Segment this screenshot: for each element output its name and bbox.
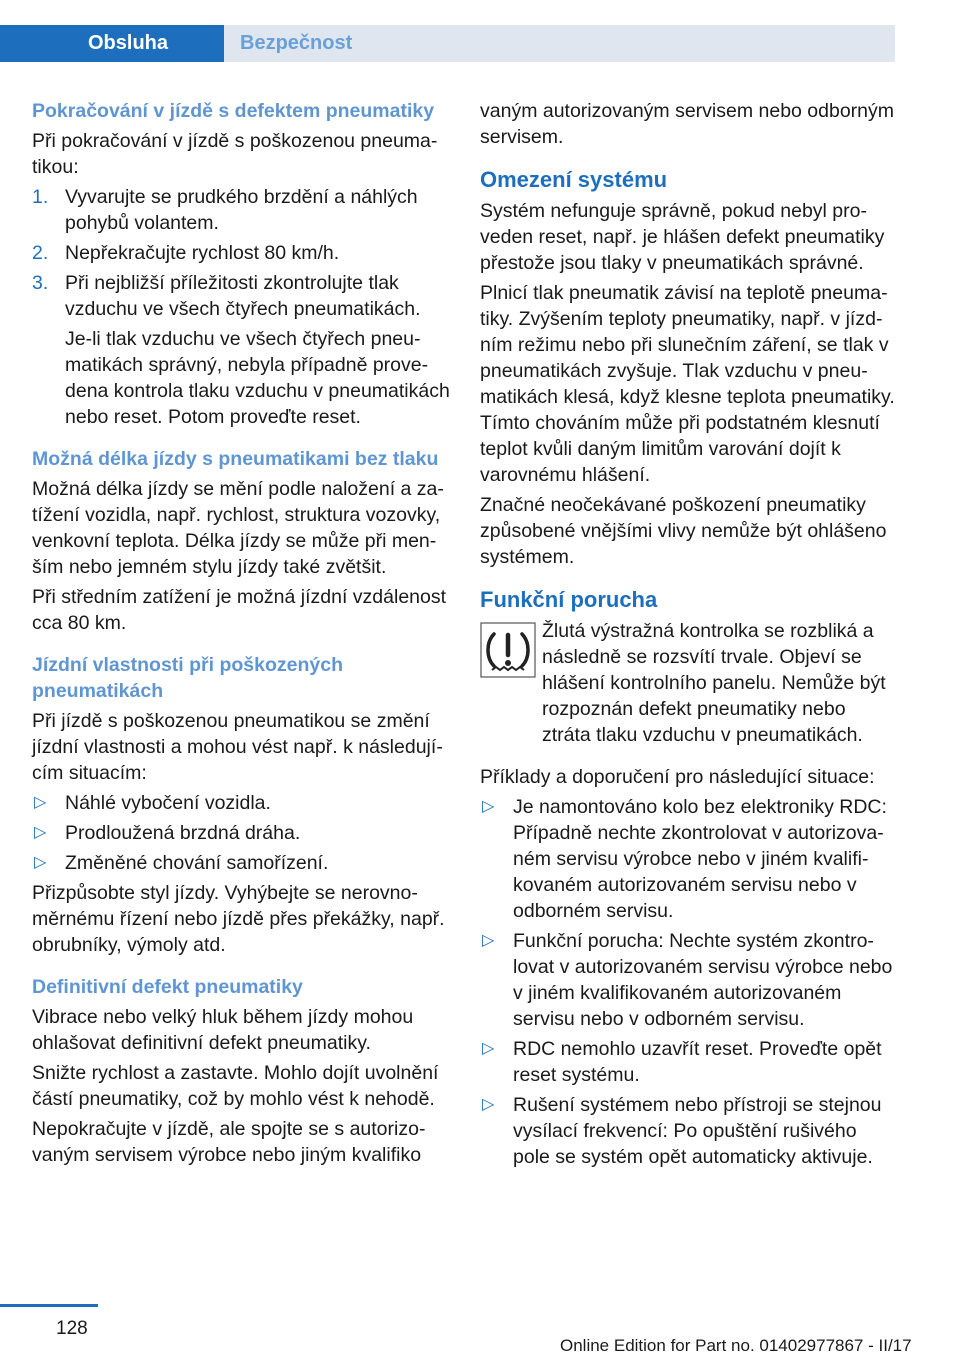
warning-text: Žlutá výstražná kontrolka se rozbliká a následně se rozsvítí trvale. Objeví se hlášení kontrolního panelu. Nemůže být rozpoznán defekt pneumatiky nebo ztráta tlaku vzduchu v pneumatikách.: [542, 620, 886, 746]
section-heading-flat-tire-range: Možná délka jízdy s pneumatikami bez tlaku: [32, 448, 439, 470]
bullet-item-text: Prodloužená brzdná dráha.: [65, 822, 301, 844]
bullet-item: [32, 820, 452, 846]
bullet-item: [480, 1036, 898, 1088]
tire-pressure-warning-icon: [480, 622, 536, 678]
bullet-item-text: Změněné chování samořízení.: [65, 852, 329, 874]
bullet-item: [480, 928, 898, 1032]
section-heading-definitive-defect: Definitivní defekt pneumatiky: [32, 976, 303, 998]
footer-rule: [0, 1304, 98, 1307]
warning-block: [480, 618, 898, 748]
bullet-item: [32, 850, 452, 876]
list-item-text: Při nejbližší příležitosti zkontrolujte tlak vzduchu ve všech čtyřech pneumatikách.: [65, 272, 421, 320]
section-heading-continue-driving: Pokračování v jízdě s defektem pneumatiky: [32, 100, 435, 122]
paragraph: Snižte rychlost a zastavte. Mohlo dojít uvolnění částí pneumatiky, což by mohlo vést k nehodě.: [32, 1062, 439, 1110]
triangle-right-icon: ▷: [482, 932, 495, 949]
paragraph: Přizpůsobte styl jízdy. Vyhýbejte se nerovnoměrnému řízení nebo jízdě přes překážky, např. obrubníky, výmoly atd.: [32, 882, 445, 956]
paragraph: Možná délka jízdy se mění podle naložení a zatížení vozidla, např. rychlost, struktura vozovky, venkovní teplota. Délka jízdy se může při menším nebo jemném stylu jízdy také zvětšit.: [32, 478, 444, 578]
list-item: [32, 184, 452, 236]
list-item: [32, 240, 452, 266]
list-number: 2.: [32, 242, 49, 264]
bullet-item-text: Rušení systémem nebo přístroji se stejnou vysílací frekvencí: Po opuštění rušivého pole se systém opět automaticky aktivuje.: [513, 1094, 882, 1168]
triangle-right-icon: ▷: [34, 794, 47, 811]
bullet-item-text: Funkční porucha: Nechte systém zkontrolovat v autorizovaném servisu výrobce nebo v jiném kvalifikovaném autorizovaném servisu nebo v odborném servisu.: [513, 930, 893, 1030]
tab-obsluha[interactable]: Obsluha: [32, 25, 224, 62]
paragraph: Nepokračujte v jízdě, ale spojte se s autorizovaným servisem výrobce nebo jiným kvalifiko: [32, 1118, 426, 1166]
bullet-item-text: Náhlé vybočení vozidla.: [65, 792, 271, 814]
paragraph: Značné neočekávané poškození pneumatiky způsobené vnějšími vlivy nemůže být ohlášeno systémem.: [480, 494, 887, 568]
bullet-item-text: Je namontováno kolo bez elektroniky RDC: Případně nechte zkontrolovat v autorizovaném servisu výrobce nebo v jiném kvalifikovaném autorizovaném servisu nebo v odborném servisu.: [513, 796, 887, 922]
paragraph: Vibrace nebo velký hluk během jízdy mohou ohlašovat definitivní defekt pneumatiky.: [32, 1006, 414, 1054]
triangle-right-icon: ▷: [34, 824, 47, 841]
bullet-item-text: RDC nemohlo uzavřít reset. Proveďte opět reset systému.: [513, 1038, 882, 1086]
list-number: 3.: [32, 272, 49, 294]
triangle-right-icon: ▷: [34, 854, 47, 871]
triangle-right-icon: ▷: [482, 798, 495, 815]
triangle-right-icon: ▷: [482, 1040, 495, 1057]
list-item-text: Vyvarujte se prudkého brzdění a náhlých pohybů volantem.: [65, 186, 418, 234]
left-column: [32, 98, 452, 1168]
list-item-text: Nepřekračujte rychlost 80 km/h.: [65, 242, 340, 264]
paragraph: Při středním zatížení je možná jízdní vzdálenost cca 80 km.: [32, 586, 447, 634]
header-tabbar: [0, 0, 960, 62]
bullet-item: [480, 1092, 898, 1170]
paragraph: Plnicí tlak pneumatik závisí na teplotě pneumatiky. Zvýšením teploty pneumatiky, např. v jízdním režimu nebo při slunečním záření, se tlak v pneumatikách zvyšuje. Tlak vzduchu v pneumatikách klesá, když klesne teplota pneumatiky. Tímto chováním může při podstatném klesnutí teplot kvůli daným limitům varování dojít k varovnému hlášení.: [480, 282, 895, 486]
right-column: [480, 98, 898, 1170]
bullet-item: [32, 790, 452, 816]
tabbar-accent-strip: [0, 25, 32, 62]
paragraph: Systém nefunguje správně, pokud nebyl proveden reset, např. je hlášen defekt pneumatiky přestože jsou tlaky v pneumatikách správné.: [480, 200, 885, 274]
list-item-note: Je-li tlak vzduchu ve všech čtyřech pneumatikách správný, nebyla případně provedena kontrola tlaku vzduchu v pneumatikách nebo reset. Potom proveďte reset.: [65, 328, 450, 428]
page-number: 128: [56, 1318, 88, 1339]
list-number: 1.: [32, 186, 49, 208]
tab-bezpecnost[interactable]: Bezpečnost: [240, 32, 353, 54]
list-item: [32, 270, 452, 322]
paragraph: Při jízdě s poškozenou pneumatikou se změní jízdní vlastnosti a mohou vést např. k následujícím situacím:: [32, 710, 443, 784]
triangle-right-icon: ▷: [482, 1096, 495, 1113]
bullet-item: [480, 794, 898, 924]
edition-footer: Online Edition for Part no. 01402977867 - II/17: [560, 1336, 912, 1355]
paragraph-continued: vaným autorizovaným servisem nebo odborným servisem.: [480, 100, 895, 148]
section-heading-malfunction: Funkční porucha: [480, 587, 658, 612]
paragraph: Při pokračování v jízdě s poškozenou pneumatikou:: [32, 130, 438, 178]
section-heading-system-limits: Omezení systému: [480, 167, 668, 192]
section-heading-driving-characteristics: Jízdní vlastnosti při poškozených pneumatikách: [32, 654, 343, 702]
paragraph: Příklady a doporučení pro následující situace:: [480, 766, 875, 788]
